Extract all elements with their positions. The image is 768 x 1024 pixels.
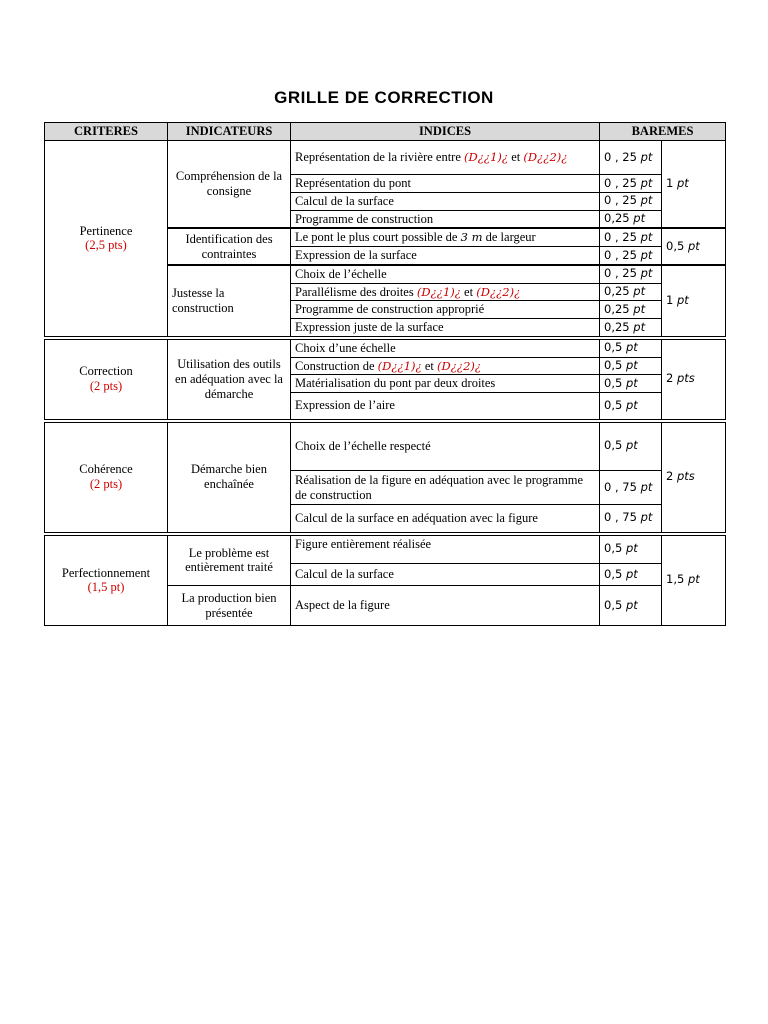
indice-cell: Expression juste de la surface [291,319,600,338]
math-expr: (D¿¿2)¿ [436,358,482,373]
bareme-cell: 2 pts [662,421,726,534]
indice-cell: Calcul de la surface [291,192,600,210]
points-cell: 0,5 pt [600,393,662,421]
indicator-comprehension: Compréhension de la consigne [168,141,291,229]
points-cell: 0,25 pt [600,319,662,338]
points-cell: 0,5 pt [600,534,662,564]
criterion-points: (2 pts) [89,379,123,394]
math-expr: (D¿¿2)¿ [476,284,521,299]
header-indicateurs: INDICATEURS [168,123,291,141]
points-cell: 0,25 pt [600,283,662,301]
table-row [45,421,726,471]
points-cell: 0 , 25 pt [600,247,662,265]
indice-cell: Figure entièrement réalisée [291,534,600,564]
criterion-label: Correction [79,364,133,379]
criterion-label: Pertinence [79,223,133,238]
criterion-points: (1,5 pt) [87,580,125,595]
indice-text: Représentation de la rivière entre [295,150,465,165]
points-cell: 0 , 25 pt [600,175,662,193]
points-cell: 0 , 25 pt [600,265,662,283]
indice-cell: Expression de l’aire [291,393,600,421]
criterion-label: Perfectionnement [61,565,151,580]
indice-cell: Calcul de la surface [291,564,600,586]
header-criteres: CRITERES [45,123,168,141]
criterion-pertinence [45,141,168,338]
page-title: GRILLE DE CORRECTION [274,88,494,107]
indice-cell: Calcul de la surface en adéquation avec la figure [291,505,600,534]
points-cell: 0 , 25 pt [600,192,662,210]
indice-cell: Parallélisme des droites (D¿¿1)¿ et (D¿¿2)¿ [291,283,600,301]
indicator-probleme: Le problème est entièrement traité [168,534,291,586]
indicator-identification: Identification des contraintes [168,228,291,265]
points-cell: 0,5 pt [600,357,662,375]
points-cell: 0 , 75 pt [600,505,662,534]
table-row [45,141,726,175]
math-expr: (D¿¿1)¿ [377,358,422,373]
points-cell: 0,5 pt [600,586,662,626]
points-cell: 0,25 pt [600,301,662,319]
points-cell: 0,5 pt [600,564,662,586]
indice-cell: Choix de l’échelle respecté [291,421,600,471]
bareme-cell: 2 pts [662,338,726,421]
indice-cell: Construction de (D¿¿1)¿ et (D¿¿2)¿ [291,357,600,375]
indice-cell: Programme de construction [291,210,600,228]
points-cell: 0 , 75 pt [600,471,662,505]
points-cell: 0,5 pt [600,338,662,357]
criterion-points: (2,5 pts) [85,238,127,253]
math-expr: (D¿¿1)¿ [416,284,461,299]
criterion-label: Cohérence [79,462,133,477]
indice-cell: Matérialisation du pont par deux droites [291,375,600,393]
indice-cell: Réalisation de la figure en adéquation avec le programme de construction [291,471,600,505]
criterion-correction [45,338,168,421]
indicator-demarche: Démarche bien enchaînée [168,421,291,534]
grading-table [44,122,726,626]
table-row [45,338,726,357]
bareme-cell: 1 pt [662,141,726,229]
criterion-perfectionnement [45,534,168,626]
indice-cell: Aspect de la figure [291,586,600,626]
indice-cell: Représentation du pont [291,175,600,193]
bareme-cell: 0,5 pt [662,228,726,265]
points-cell: 0,5 pt [600,421,662,471]
criterion-points: (2 pts) [89,477,123,491]
bareme-cell: 1 pt [662,265,726,338]
header-baremes: BAREMES [600,123,726,141]
indice-cell: Programme de construction approprié [291,301,600,319]
indicator-utilisation: Utilisation des outils en adéquation avec la démarche [168,338,291,421]
points-cell: 0,25 pt [600,210,662,228]
indice-cell: Expression de la surface [291,247,600,265]
math-expr: (D¿¿1)¿ [464,150,509,165]
points-cell: 0 , 25 pt [600,228,662,246]
indice-cell: Choix d’une échelle [291,338,600,357]
bareme-cell: 1,5 pt [662,534,726,626]
indicator-justesse: Justesse la construction [168,265,291,338]
indicator-production: La production bien présentée [168,586,291,626]
indice-cell: Le pont le plus court possible de 3 m de largeur [291,228,600,246]
indice-cell: Choix de l’échelle [291,265,600,283]
criterion-coherence [45,421,168,534]
table-row [45,534,726,564]
indice-cell: Représentation de la rivière entre (D¿¿1)¿ et (D¿¿2)¿ [291,141,600,175]
header-indices: INDICES [291,123,600,141]
header-row [45,123,726,141]
points-cell: 0,5 pt [600,375,662,393]
math-expr: (D¿¿2)¿ [523,150,568,165]
points-cell: 0 , 25 pt [600,141,662,175]
